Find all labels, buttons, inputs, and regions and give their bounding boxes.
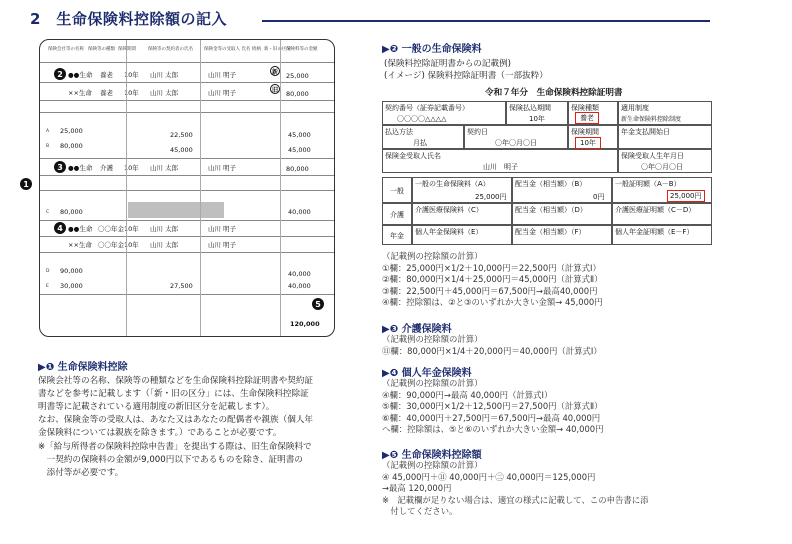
pension-2-period: 10年	[124, 241, 139, 249]
general-1-amount: 25,000	[286, 72, 309, 80]
grey-band-care	[128, 202, 224, 218]
left-note: ※「給与所得者の保険料控除申告書」を提出する際は、旧生命保険料で 一契約の保険料の金額が9,000円以下であるものを除き、証明書の 添付等が必要です。	[38, 442, 312, 478]
heading-pension: ▶❹ 個人年金保険料	[382, 368, 472, 379]
sub-2: (イメージ) 保険料控除証明書（一部抜粋）	[384, 71, 548, 81]
section-2-marker: 2	[54, 68, 66, 80]
pension-2-company: ××生命	[68, 241, 92, 249]
calc-c: 80,000	[60, 208, 83, 216]
calc-care: （記載例の控除額の計算） ⑪欄：80,000円×1/4＋20,000円＝40,000円（計算式Ⅰ）	[382, 334, 602, 356]
section-3-marker: 3	[54, 161, 66, 173]
general-2-recipient: 山川 明子	[208, 89, 237, 97]
general-2-type: 養老	[100, 89, 113, 97]
care-recipient: 山川 明子	[208, 164, 237, 172]
general-2-company: ××生命	[68, 89, 92, 97]
section-5-marker: 5	[312, 298, 324, 310]
heading-total: ▶❺ 生命保険料控除額	[382, 450, 482, 461]
pension-result-1: 40,000	[288, 270, 311, 278]
general-2-amount: 80,000	[286, 90, 309, 98]
care-company: ●●生命	[68, 164, 93, 172]
care-amount: 80,000	[286, 165, 309, 173]
care-type: 介護	[100, 164, 113, 172]
calc-general: （記載例の控除額の計算） ①欄：25,000円×1/2＋10,000円＝22,500円（計算式Ⅰ） ②欄：80,000円×1/4＋25,000円＝45,000円（計算式Ⅱ） ③欄：22,500円＋45,000円＝67,500円→最高40,000円 ④欄：控除額は、②と③のいずれか大きい金額→ 45,000円	[382, 251, 603, 308]
section-4-marker: 4	[54, 222, 66, 234]
section-1-marker: 1	[20, 178, 32, 190]
title-rule	[262, 20, 710, 22]
pension-1-period: 10年	[124, 225, 139, 233]
calc-pension: （記載例の控除額の計算） ④欄：90,000円→最高 40,000円（計算式Ⅰ） ⑤欄：30,000円×1/2＋12,500円＝27,500円（計算式Ⅱ） ⑥欄：40,000円＋27,500円＝67,500円→最高 40,000円 ヘ欄：控除額は、⑤と⑥のいずれか大きい金額→ 40,000円	[382, 378, 604, 435]
calc-e: 30,000	[60, 282, 83, 290]
sub-1: (保険料控除証明書からの記載例)	[384, 59, 512, 69]
general-1-period: 10年	[124, 71, 139, 79]
general-2-holder: 山川 太郎	[150, 89, 179, 97]
general-1-recipient: 山川 明子	[208, 71, 237, 79]
calc-result-general: 45,000	[288, 146, 311, 154]
new-mark: 新	[270, 66, 280, 76]
calc-result-2: 45,000	[170, 146, 193, 154]
left-paragraph: 保険会社等の名称、保険等の種類などを生命保険料控除証明書や契約証 書などを参考に記載します（「新・旧の区分」には、生命保険料控除証 明書等に記載されている適用制度の新旧区分を記載します）。 なお、保険金等の受取人は、あなた又はあなたの配偶者や親族（個人年 金保険料については親族を除きます。）であることが必要です。	[38, 376, 314, 438]
care-result: 40,000	[288, 208, 311, 216]
calc-b: 80,000	[60, 142, 83, 150]
heading-care: ▶❸ 介護保険料	[382, 324, 452, 335]
heading-general: ▶❷ 一般の生命保険料	[382, 44, 482, 55]
calc-a: 25,000	[60, 127, 83, 135]
pension-2-holder: 山川 太郎	[150, 241, 179, 249]
pension-result-2: 40,000	[288, 282, 311, 290]
certificate-table: 契約番号（証券記載番号） 〇〇〇〇△△△△ 保険払込期間 10年 保険種類 養老 適用制度 新生命保険料控除制度 払込方法 月払 契約日 〇年〇月〇日 保険期間 10年 年金支払開始日 保険金受取人氏名 山川 明子 保険受取人生年月日 〇年〇月〇日 一般 一般の生命保険料（A） 25,000円 配当金（相当額）（B） 0円 一般証明額（A－B） 25,000円 介護 介護医療保険料（C） 配当金（相当額）（D） 介護医療証明額（C－D） 年金 個人年金保険料（E） 配当金（相当額）（F） 個人年金証明額（E－F）	[382, 101, 712, 245]
general-2-period: 10年	[124, 89, 139, 97]
general-1-company: ●●生命	[68, 71, 93, 79]
pension-1-company: ●●生命	[68, 225, 93, 233]
pension-1-recipient: 山川 明子	[208, 225, 237, 233]
calc-d: 90,000	[60, 267, 83, 275]
pension-mid: 27,500	[170, 282, 193, 290]
pension-1-type: 〇〇年金	[98, 225, 124, 233]
calc-result-1: 45,000	[288, 131, 311, 139]
pension-1-holder: 山川 太郎	[150, 225, 179, 233]
cert-title: 令和７年分 生命保険料控除証明書	[485, 88, 623, 98]
page-title: 2 生命保険料控除額の記入	[30, 10, 227, 28]
form-total: 120,000	[290, 320, 320, 328]
pension-2-type: 〇〇年金	[98, 241, 124, 249]
general-1-holder: 山川 太郎	[150, 71, 179, 79]
care-holder: 山川 太郎	[150, 164, 179, 172]
pension-2-recipient: 山川 明子	[208, 241, 237, 249]
care-period: 10年	[124, 164, 139, 172]
heading-deduction: ▶❶ 生命保険料控除	[38, 362, 128, 373]
old-mark: 旧	[270, 84, 280, 94]
calc-mid: 22,500	[170, 131, 193, 139]
general-1-type: 養老	[100, 71, 113, 79]
calc-total: （記載例の控除額の計算） ④ 45,000円＋⑪ 40,000円＋㊁ 40,000円＝125,000円 →最高 120,000円 ※ 記載欄が足りない場合は、適宜の様式に記載して、この申告書に添 付してください。	[382, 460, 649, 517]
deduction-form: 保険会社等の名称 保険等の種類 保険期間 保険等の契約者の氏名 保険金等の受取人 氏名 続柄 新・旧の区分 保険料等の金額 2 ●●生命 養老 10年 山川 太郎 山川 明子 新 25,000 ××生命 養老 10年 山川 太郎 山川 明子 旧 80,000 A 25,000 B 80,000 22,500 45,000 45,000 45,000 3 ●●生命 介護 10年 山川 太郎 山川 明子 80,000 C 80,000 40,000 4 ●●生命 〇〇年金 10年 山川 太郎 山川 明子 ××生命 〇〇年金 10年 山川 太郎 山川 明子 D 90,000 E 30,000 27,500 40,000 40,000 5 120,000	[39, 39, 335, 337]
